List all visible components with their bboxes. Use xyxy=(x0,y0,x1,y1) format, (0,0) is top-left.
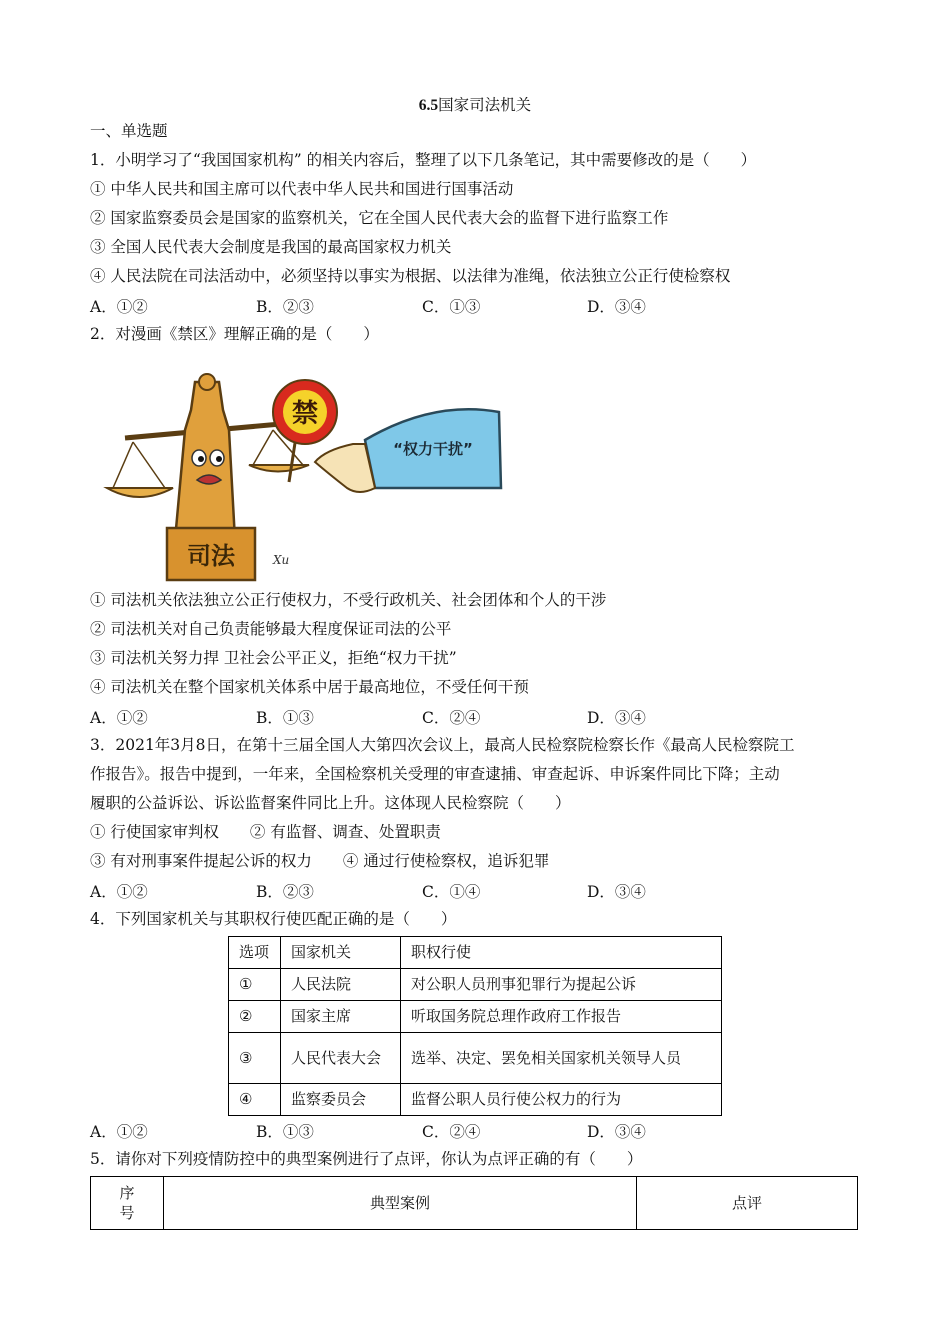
q2-item: ① 司法机关依法独立公正行使权力，不受行政机关、社会团体和个人的干涉 xyxy=(90,591,607,609)
table-header-cell: 序号 xyxy=(91,1177,164,1230)
q2-item: ② 司法机关对自己负责能够最大程度保证司法的公平 xyxy=(90,620,452,638)
page-title: 6.5国家司法机关 xyxy=(418,96,532,114)
q2-options xyxy=(90,706,790,726)
q1-options xyxy=(90,295,790,315)
q5-table xyxy=(90,1176,858,1230)
table-header-row xyxy=(229,937,722,969)
q2-item: ④ 司法机关在整个国家机关体系中居于最高地位，不受任何干预 xyxy=(90,678,529,696)
section-heading: 一、单选题 xyxy=(90,122,168,140)
table-header-cell: 典型案例 xyxy=(164,1177,637,1230)
q4-option-d[interactable]: D．③④ xyxy=(587,1123,646,1141)
q1-stem: 1．小明学习了“我国国家机构” 的相关内容后，整理了以下几条笔记，其中需要修改的是（ ） xyxy=(90,151,757,169)
q3-option-a[interactable]: A．①② xyxy=(90,883,148,901)
base-label: 司法 xyxy=(187,542,235,570)
hand xyxy=(315,444,375,492)
q4-option-a[interactable]: A．①② xyxy=(90,1123,148,1141)
q1-option-d[interactable]: D．③④ xyxy=(587,298,646,316)
table-row xyxy=(229,1001,722,1033)
table-cell: ③ xyxy=(229,1033,281,1084)
q3-stem-line: 履职的公益诉讼、诉讼监督案件同比上升。这体现人民检察院（ ） xyxy=(90,794,571,812)
q2-option-c[interactable]: C．②④ xyxy=(422,709,481,727)
q3-options xyxy=(90,880,790,900)
table-row xyxy=(229,969,722,1001)
table-cell: 人民代表大会 xyxy=(281,1033,401,1084)
comic-illustration xyxy=(103,370,503,582)
q1-option-b[interactable]: B．②③ xyxy=(256,298,314,316)
q4-option-b[interactable]: B．①③ xyxy=(256,1123,314,1141)
q4-stem: 4．下列国家机关与其职权行使匹配正确的是（ ） xyxy=(90,910,457,928)
q3-option-b[interactable]: B．②③ xyxy=(256,883,314,901)
q2-option-d[interactable]: D．③④ xyxy=(587,709,646,727)
table-header-cell: 选项 xyxy=(229,937,281,969)
table-cell: 监察委员会 xyxy=(281,1084,401,1116)
table-cell: ① xyxy=(229,969,281,1001)
q4-options xyxy=(90,1120,790,1140)
table-cell: 听取国务院总理作政府工作报告 xyxy=(401,1001,722,1033)
table-cell: 国家主席 xyxy=(281,1001,401,1033)
q1-option-a[interactable]: A．①② xyxy=(90,298,148,316)
table-cell: 对公职人员刑事犯罪行为提起公诉 xyxy=(401,969,722,1001)
q3-stem-line: 作报告》。报告中提到，一年来，全国检察机关受理的审查逮捕、审查起诉、申诉案件同比下降；主动 xyxy=(90,765,780,783)
artist-signature: Xu xyxy=(273,553,290,567)
q1-item: ② 国家监察委员会是国家的监察机关，它在全国人民代表大会的监督下进行监察工作 xyxy=(90,209,669,227)
table-header-cell: 职权行使 xyxy=(401,937,722,969)
q3-item: ③ 有对刑事案件提起公诉的权力 ④ 通过行使检察权，追诉犯罪 xyxy=(90,852,550,870)
table-header-cell: 点评 xyxy=(637,1177,858,1230)
q3-option-d[interactable]: D．③④ xyxy=(587,883,646,901)
q2-option-b[interactable]: B．①③ xyxy=(256,709,314,727)
q1-item: ④ 人民法院在司法活动中，必须坚持以事实为根据、以法律为准绳，依法独立公正行使检察权 xyxy=(90,267,731,285)
table-cell: 人民法院 xyxy=(281,969,401,1001)
q4-option-c[interactable]: C．②④ xyxy=(422,1123,481,1141)
q2-stem: 2．对漫画《禁区》理解正确的是（ ） xyxy=(90,325,379,343)
q3-stem-line: 3．2021年3月8日，在第十三届全国人大第四次会议上，最高人民检察院检察长作《最高人民检察院工 xyxy=(90,736,795,754)
table-header-row xyxy=(91,1177,858,1230)
table-cell: ④ xyxy=(229,1084,281,1116)
table-header-cell: 国家机关 xyxy=(281,937,401,969)
table-cell: ② xyxy=(229,1001,281,1033)
q4-table xyxy=(228,936,722,1116)
q1-option-c[interactable]: C．①③ xyxy=(422,298,481,316)
table-row xyxy=(229,1033,722,1084)
table-cell: 选举、决定、罢免相关国家机关领导人员 xyxy=(401,1033,722,1084)
q3-option-c[interactable]: C．①④ xyxy=(422,883,481,901)
q2-item: ③ 司法机关努力捍 卫社会公平正义，拒绝“权力干扰” xyxy=(90,649,457,667)
scale-pan-right xyxy=(249,465,309,472)
q2-option-a[interactable]: A．①② xyxy=(90,709,148,727)
sleeve-label: “权力干扰” xyxy=(393,440,473,458)
scale-pan-left xyxy=(107,488,173,497)
table-cell: 监督公职人员行使公权力的行为 xyxy=(401,1084,722,1116)
q1-item: ③ 全国人民代表大会制度是我国的最高国家权力机关 xyxy=(90,238,452,256)
q5-stem: 5．请你对下列疫情防控中的典型案例进行了点评，你认为点评正确的有（ ） xyxy=(90,1150,643,1168)
stop-sign-label: 禁 xyxy=(291,399,319,429)
table-row xyxy=(229,1084,722,1116)
q1-item: ① 中华人民共和国主席可以代表中华人民共和国进行国事活动 xyxy=(90,180,514,198)
q3-item: ① 行使国家审判权 ② 有监督、调查、处置职责 xyxy=(90,823,441,841)
